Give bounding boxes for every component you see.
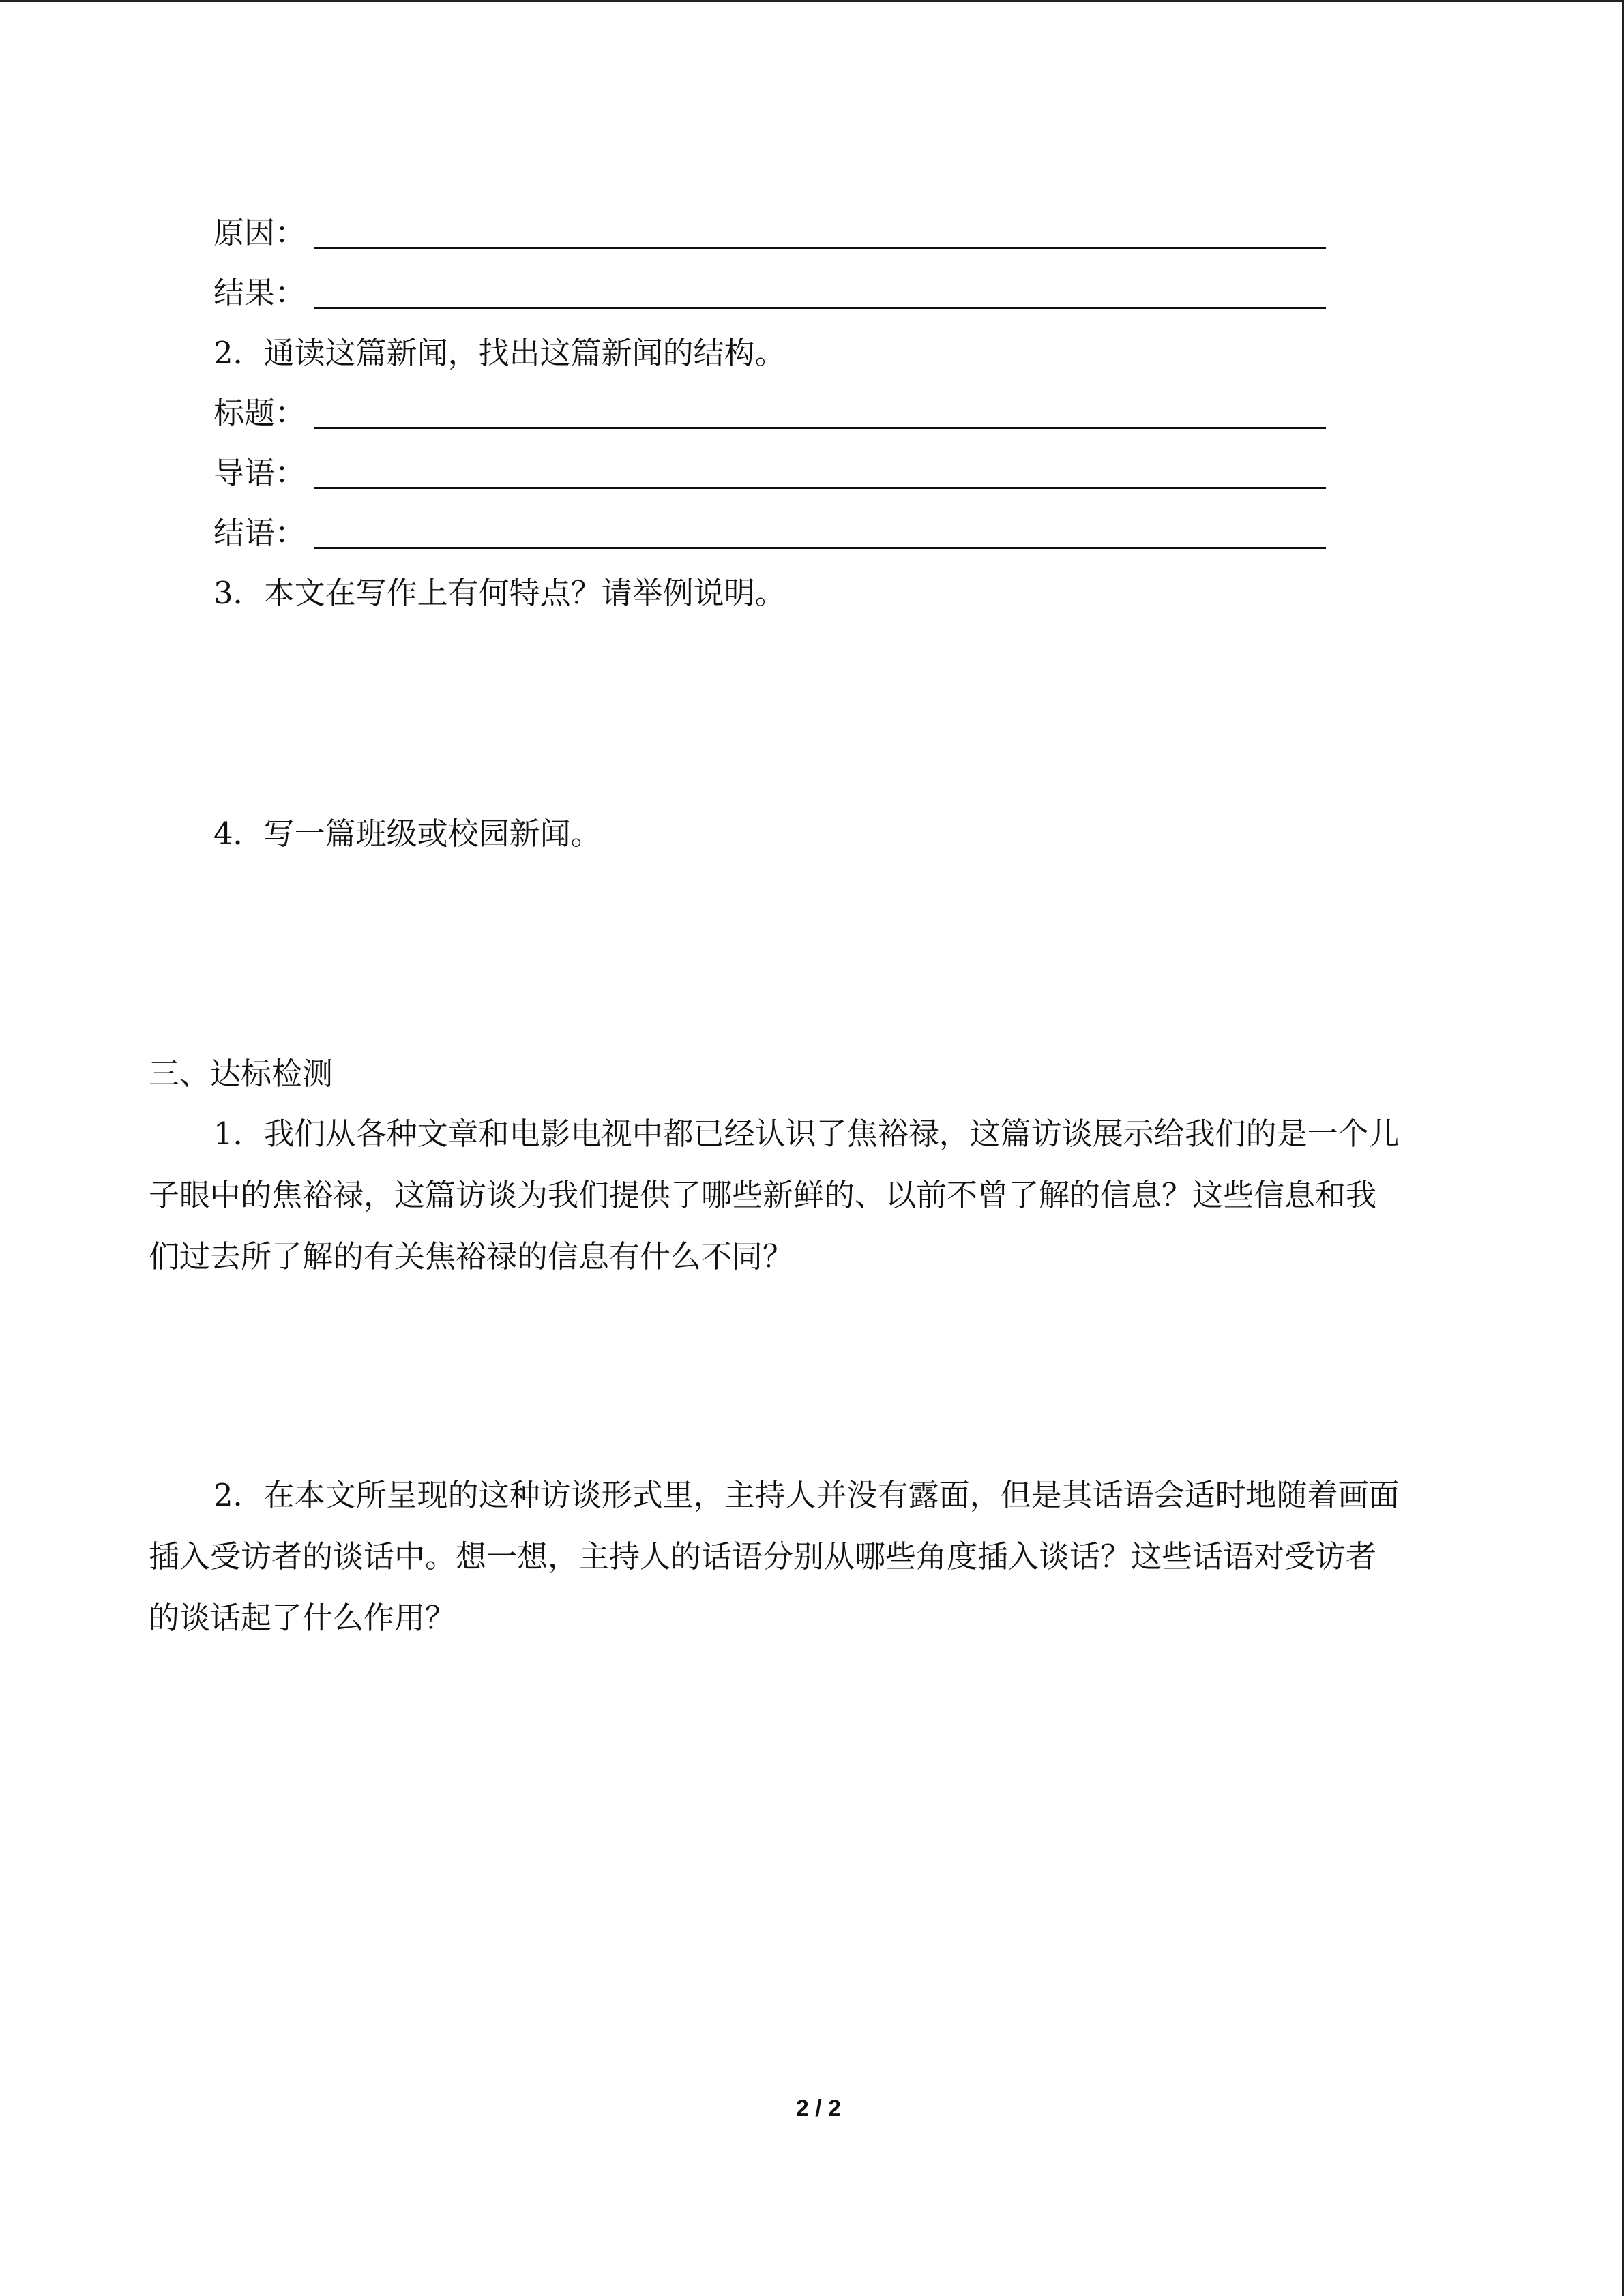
section3-q1-line-3: 们过去所了解的有关焦裕禄的信息有什么不同？ [149,1238,794,1274]
lead-label: 导语： [213,455,306,491]
result-answer-line[interactable] [314,307,1326,309]
lead-answer-line[interactable] [314,487,1326,489]
question-4-write-news: 4．写一篇班级或校园新闻。 [213,816,602,852]
section3-q2-line-2: 插入受访者的谈话中。想一想，主持人的话语分别从哪些角度插入谈话？这些话语对受访者 [149,1538,1377,1575]
result-label: 结果： [213,275,306,311]
section3-q1-line-2: 子眼中的焦裕禄，这篇访谈为我们提供了哪些新鲜的、以前不曾了解的信息？这些信息和我 [149,1177,1377,1213]
ending-label: 结语： [213,515,306,551]
question-3-writing-features: 3．本文在写作上有何特点？请举例说明。 [213,575,786,611]
section3-q2-line-3: 的谈话起了什么作用？ [149,1600,456,1636]
section-three-heading: 三、达标检测 [149,1056,334,1092]
cause-label: 原因： [213,215,306,251]
section3-q1-line-1: 1．我们从各种文章和电影电视中都已经认识了焦裕禄，这篇访谈展示给我们的是一个儿 [213,1116,1400,1152]
section3-q2-line-1: 2．在本文所呈现的这种访谈形式里，主持人并没有露面，但是其话语会适时地随着画面 [213,1477,1400,1513]
title-answer-line[interactable] [314,427,1326,429]
cause-answer-line[interactable] [314,247,1326,249]
page-number: 2 / 2 [795,2096,842,2121]
ending-answer-line[interactable] [314,547,1326,549]
question-2-structure: 2．通读这篇新闻，找出这篇新闻的结构。 [213,335,786,371]
title-label: 标题： [213,395,306,431]
